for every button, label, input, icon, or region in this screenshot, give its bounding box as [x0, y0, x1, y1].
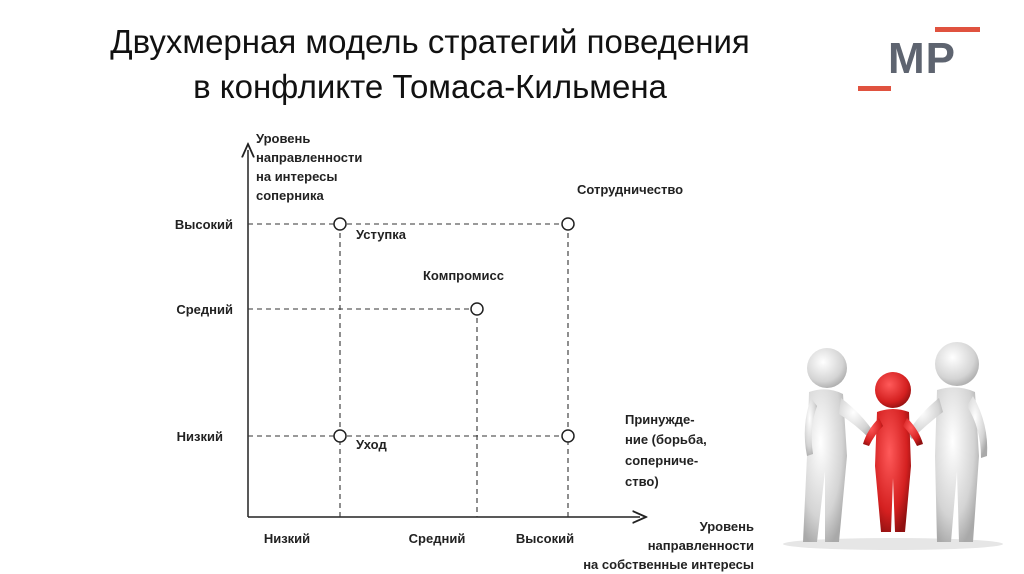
page-title-line2: в конфликте Томаса-Кильмена — [193, 68, 667, 105]
y-axis-label-2: направленности — [256, 150, 363, 165]
label-competition-2: ние (борьба, — [625, 432, 707, 447]
grid-lines — [248, 224, 568, 517]
logo-text: МР — [888, 34, 956, 83]
point-accommodation — [334, 218, 346, 230]
three-figures-handshake-icon — [767, 306, 1019, 554]
y-axis-label-1: Уровень — [256, 131, 311, 146]
label-competition-3: соперниче- — [625, 453, 699, 468]
point-cooperation — [562, 218, 574, 230]
x-level-high: Высокий — [515, 531, 575, 546]
label-avoidance: Уход — [356, 437, 387, 452]
y-axis-label-3: на интересы — [256, 169, 338, 184]
page-title-line1: Двухмерная модель стратегий поведения — [110, 23, 750, 60]
label-competition-4: ство) — [625, 474, 659, 489]
y-axis-label-4: соперника — [256, 188, 324, 203]
x-axis-label-2: направленности — [647, 538, 754, 553]
y-level-low: Низкий — [176, 429, 223, 444]
x-level-medium: Средний — [408, 531, 466, 546]
point-compromise — [471, 303, 483, 315]
label-cooperation: Сотрудничество — [577, 182, 684, 197]
point-competition — [562, 430, 574, 442]
y-level-high: Высокий — [174, 217, 233, 232]
label-competition-1: Принужде- — [625, 412, 695, 427]
x-axis-label-1: Уровень — [699, 519, 754, 534]
label-compromise: Компромисс — [423, 268, 504, 283]
x-axis-label-3: на собственные интересы — [583, 557, 754, 572]
y-level-medium: Средний — [176, 302, 233, 317]
point-avoidance — [334, 430, 346, 442]
x-level-low: Низкий — [263, 531, 311, 546]
label-accommodation: Уступка — [356, 227, 407, 242]
